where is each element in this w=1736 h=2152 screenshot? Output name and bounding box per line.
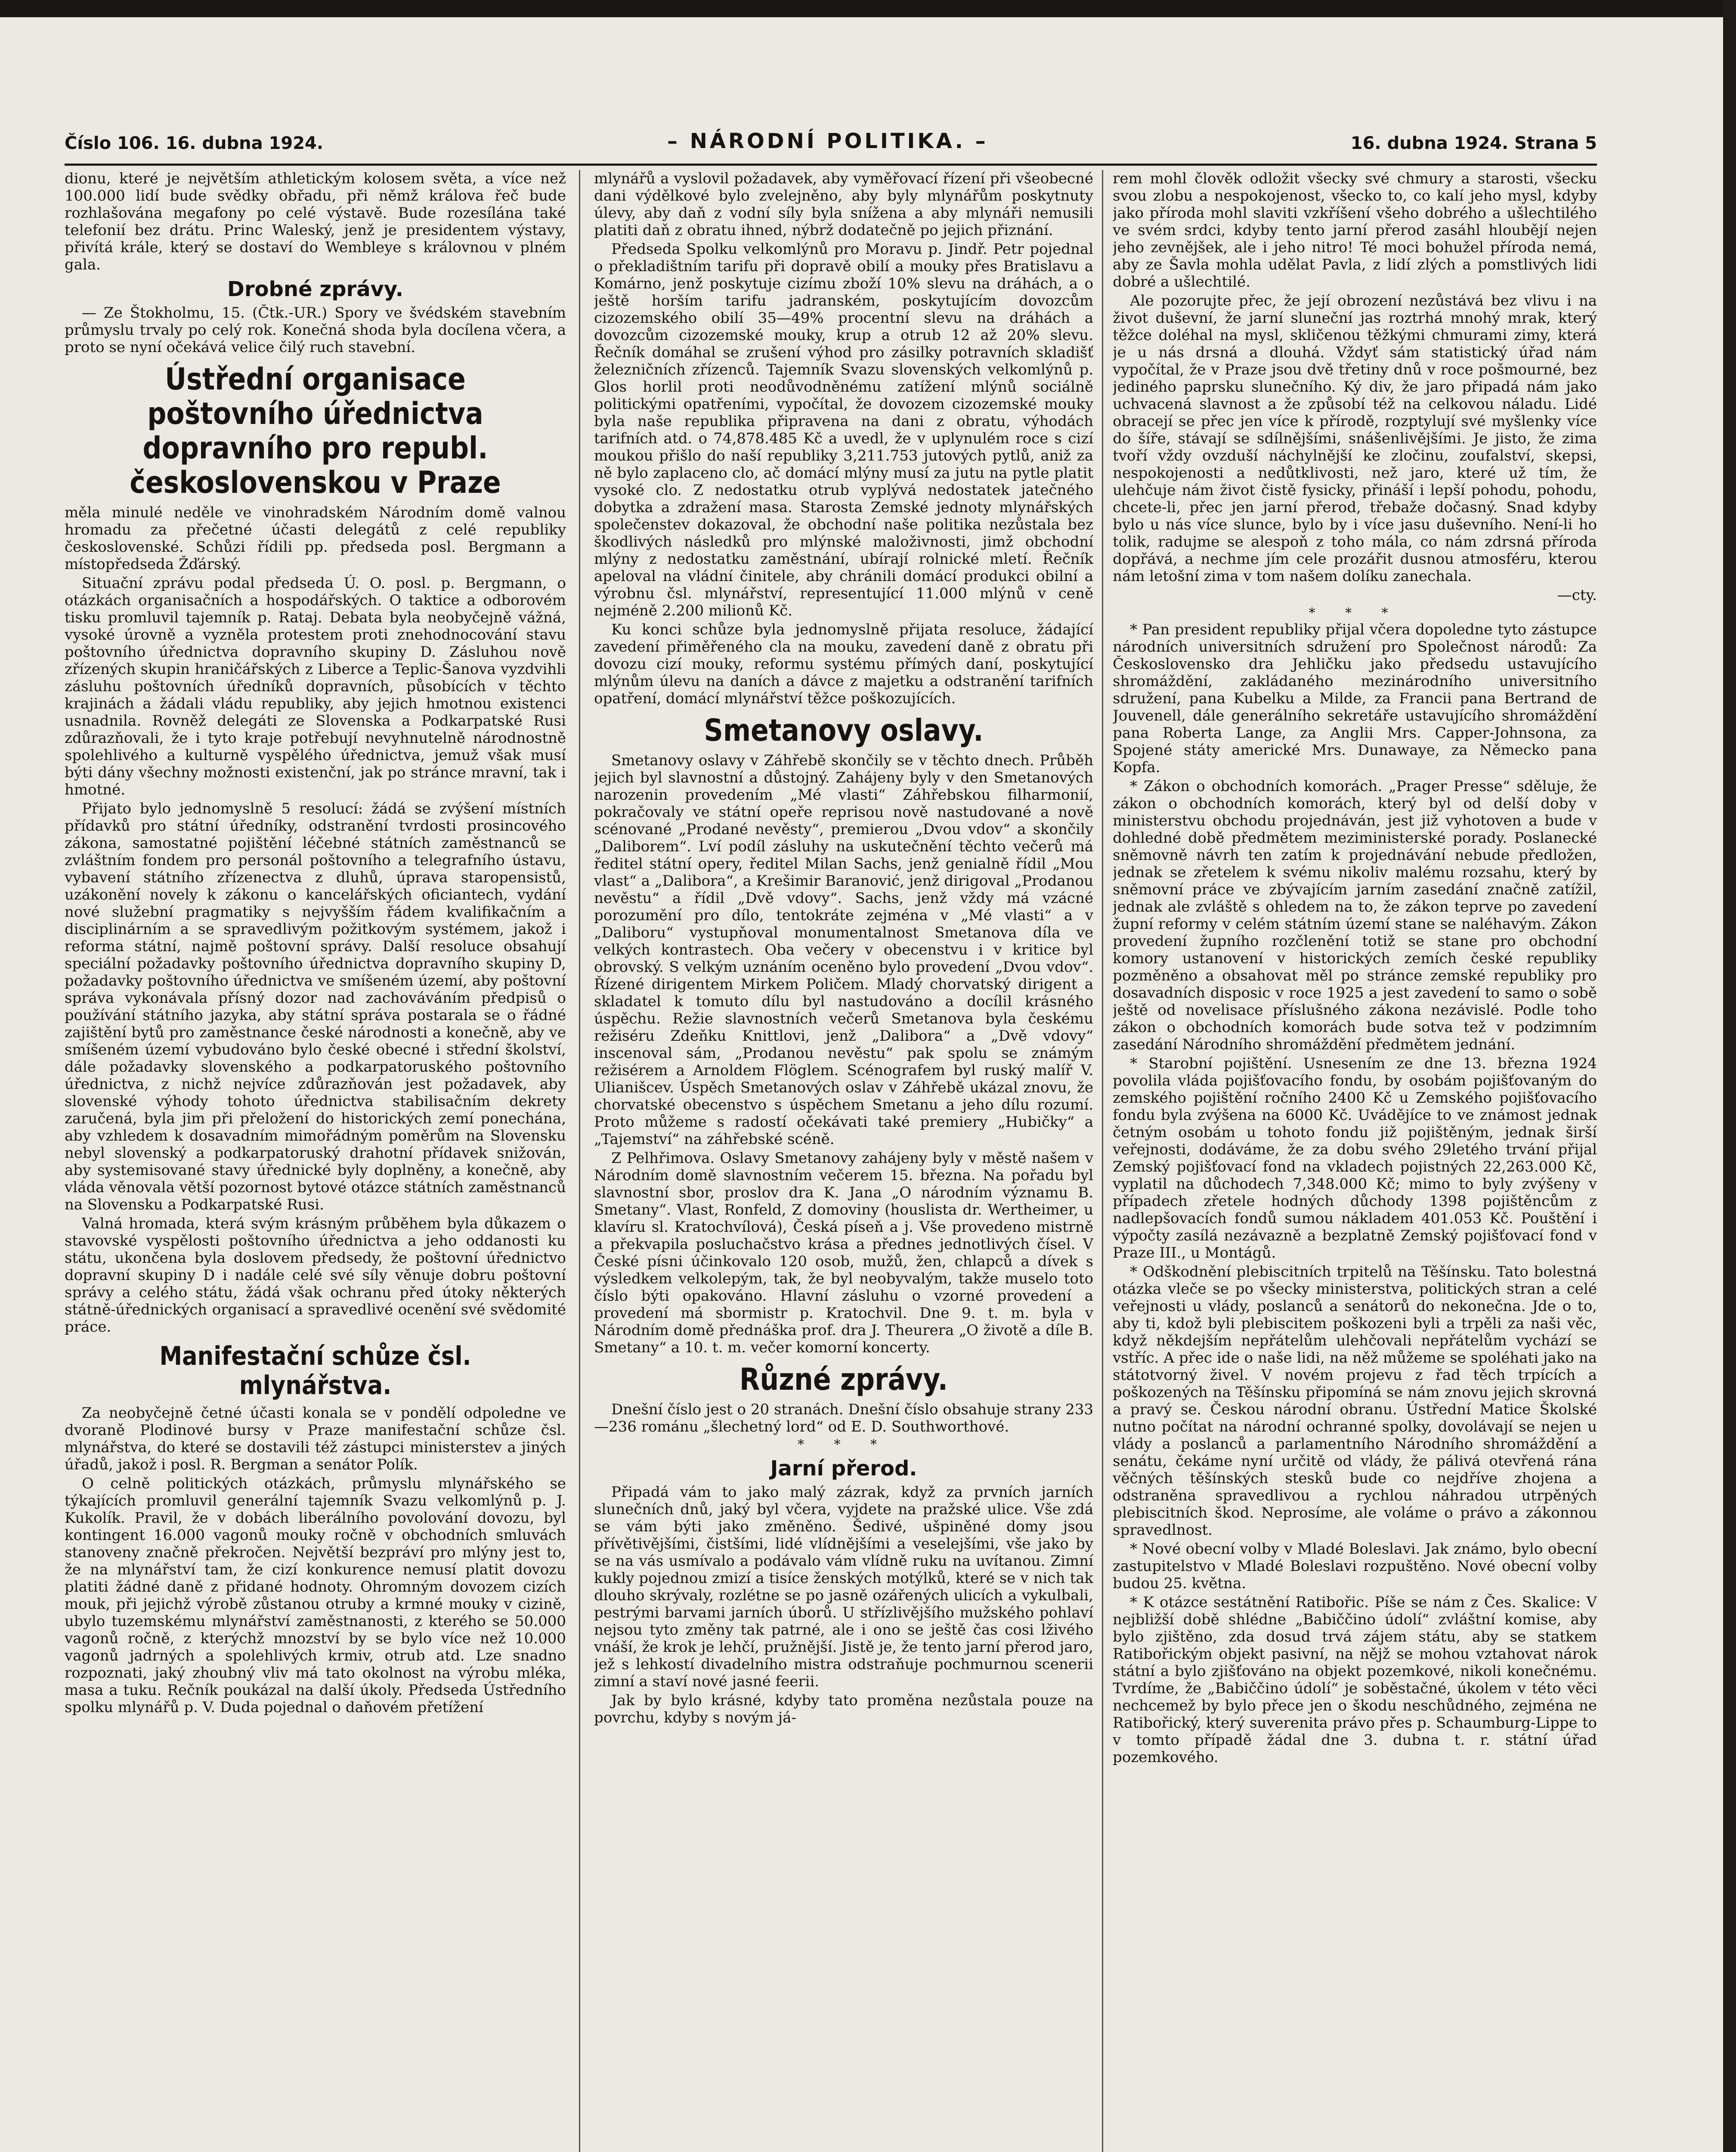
article-text: Dnešní číslo jest o 20 stranách. Dnešní číslo obsahuje strany 233—236 románu „šlechetný lord“ od E. D. Southworthové. — [594, 1401, 1093, 1435]
article-text: mlynářů a vyslovil požadavek, aby vyměřovací řízení při všeobecné dani výdělkové bylo zvelejněno, aby byly mlynářům poskytnuty úlevy, aby daň z vodní síly byla snížena a aby mlynáři nemusili platiti daň z obratu ihned, nýbrž dodatečně po jejich přiznání. — [594, 170, 1093, 239]
article-headline: Manifestační schůze čsl. mlynářstva. — [159, 1341, 471, 1401]
article-text: Připadá vám to jako malý zázrak, když za prvních jarních slunečních dnů, jaký byl včera, vyjdete na pražské ulice. Vše zdá se vám býti jako změněno. Šedivé, ušpiněné domy jsou přívětivějšími, čistšími, lidé vlídnějšími a veselejšími, vše jako by se na vás usmívalo a podávalo vám vlídně ruku na uvítanou. Zimní kukly pojednou zmizí a tisíce ženských motýlků, které se v nich tak dlouho skrývaly, rozlétne se po jasně ozářených ulicích a vykulbali, pestrými barvami jarních úborů. U střízlivějšího mužského pohlaví nejsou tyto změny tak patrné, ale i ono se ještě čas cosi lživého vnáší, že krok je lehčí, pružnější. Jistě je, že tento jarní přerod jaro, jež s lehkostí divadelního mistra odstraňuje pochmurnou scenerii zimní a staví nové jasné feerii. — [594, 1484, 1093, 1690]
article-text: — Ze Štokholmu, 15. (Čtk.-UR.) Spory ve švédském stavebním průmyslu trvaly po celý rok. Konečná shoda byla docílena včera, a proto se nyní očekává velice čilý ruch stavební. — [65, 304, 566, 356]
news-item: * Starobní pojištění. Usnesením ze dne 13. března 1924 povolila vláda pojišťovacího fondu, by osobám pojišťovaným do zemského pojištění ročního 2400 Kč u Zemského pojišťovacího fondu byla zvýšena na 6000 Kč. Uvádějíce to ve známost jednak četným osobám u tohoto fondu již pojištěným, jednak širší veřejnosti, dodáváme, že za dobu svého 29letého trvání přijal Zemský pojišťovací fond na vkladech pojistných 22,263.000 Kč, vyplatil na důchodech 7,348.000 Kč; mimo to byly zvýšeny v případech zřetele hodných důchody 1398 pojištěncům z nadlepšovacích fondů sumou nákladem 401.053 Kč. Pouštění i výpočty zasílá nezávazně a bezplatně Zemský pojišťovací fond v Praze III., u Montágů. — [1113, 1055, 1597, 1262]
news-item: * Odškodnění plebiscitních trpitelů na Těšínsku. Tato bolestná otázka vleče se po všecky ministerstva, politických stran a celé veřejnosti u vlády, poslanců a senátorů do nekonečna. Jde o to, aby ti, kdož byli plebiscitem poškozeni byli a trpěli za naši věc, když někdejším nepřátelům ulehčovali nepřátelům vychází se vstříc. A přec ide o naše lidi, na něž můžeme se spoléhati jako na státotvorný živel. V novém projevu z řad těch trpících a poškozených na Těšínsku připomíná se nám znovu jejich skrovná a pravý se. Českou národní obranu. Ústřední Matice Školské nutno počítat na národní ochranné spolky, dovolávají se nejen u vlády a poslanců a parlamentního Národního shromáždění a senátu, čekáme nyní určitě od vlády, že pálivá otevřená rána věčných těšínských stesků bude co nejdříve zhojena a odstraněna spravedlivou a rychlou náhradou utrpěných plebiscitních škod. Neprosíme, ale voláme o právo a zákonnou spravedlnost. — [1113, 1263, 1597, 1539]
column-3 — [1113, 170, 1597, 2152]
column-2 — [594, 170, 1093, 2152]
article-text: O celně politických otázkách, průmyslu mlynářského se týkajících promluvil generální tajemník Svazu velkomlýnů p. J. Kukolík. Pravil, že v dobách liberálního povolování dovozu, byl kontingent 16.000 vagonů mouky ročně v obchodních smluvách stanoveny značně překročen. Největší bezpráví pro mlýny jest to, že na mlynářství tam, že cizí konkurence nemusí platit dovozu platiti žádné daně z přidané hodnoty. Ohromným dovozem cizích mouk, při jejichž výrobě zůstanou otruby a krmné mouky v cizině, ubylo tuzemskému mlynářství zaměstnanosti, z kterého se 50.000 vagonů ročně, z kterýchž mnozství by se bylo více než 10.000 vagonů jadrných a spolehlivých krmiv, otrub atd. Lze snadno rozpoznati, jaký zhoubný vliv má tato okolnost na výrobu mléka, masa a tuku. Rečník poukázal na další úkoly. Předseda Ústředního spolku mlynářů p. V. Duda pojednal o daňovém přetížení — [65, 1475, 566, 1716]
news-item: * Nové obecní volby v Mladé Boleslavi. Jak známo, bylo obecní zastupitelstvo v Mladé Boleslavi rozpuštěno. Nové obecní volby budou 25. května. — [1113, 1540, 1597, 1592]
article-text: měla minulé neděle ve vinohradském Národním domě valnou hromadu za přečetné účasti delegátů z celé republiky československé. Schůzi řídili pp. předseda posl. Bergmann a místopředseda Žďárský. — [65, 504, 566, 573]
article-heading: Jarní přerod. — [770, 1456, 917, 1481]
article-text: Za neobyčejně četné účasti konala se v pondělí odpoledne ve dvoraně Plodinové bursy v Praze manifestační schůze čsl. mlynářstva, do které se dostavili též zástupci ministerstev a jiných úřadů, jakož i posl. R. Bergman a senátor Polík. — [65, 1404, 566, 1473]
header-rule — [65, 164, 1597, 166]
page-header — [65, 129, 1597, 164]
page-date: 16. dubna 1924. Strana 5 — [1350, 133, 1597, 153]
column-1 — [65, 170, 566, 2152]
author-signature: —cty. — [1557, 587, 1597, 604]
article-text: Přijato bylo jednomyslně 5 resolucí: žádá se zvýšení místních přídavků pro státní úředníky, odstranění tvrdosti prosincového zákona, samostatné pojištění léčebné státních zaměstnanců se zvláštním fondem pro personál poštovního a telegrafního ústavu, vybavení státního zřízenectva z dluhů, úprava staropensistů, uzákonění novely k zákonu o kancelářských oficiantech, vydání nové služební pragmatiky s nejvyšším řádem kvalifikačním a disciplinárním a se spravedlivým požitkovým systémem, jakož i reforma státní, najmě poštovní správy. Další resoluce obsahují speciální požadavky poštovního úřednictva dopravního skupiny D, požadavky poštovního úřednictva ve smíšeném území, aby poštovní správa vykonávala přísný dozor nad zachováváním předpisů o používání státního jazyka, aby státní správa postarala se o řádné zajištění bytů pro zaměstnance české národnosti a konečně, aby ve smíšeném území vybudováno bylo české obecné i střední školství, dále požadavky slovenského a podkarpatoruského poštovního úřednictva, z nichž nejvíce zdůrazňován jest požadavek, aby slovenské výhody tohoto úřednictva stabilisačním dekrety zaručená, byla jim při přeložení do historických zemí ponechána, aby vzhledem k dosavadním mimořádným poměrům na Slovensku nebyl slovenský a podkarpatoruský drahotní přídavek snižován, aby systemisované stavy úřednické byly doplněny, a konečně, aby vláda věnovala větší pozornost bytové otázce státních zaměstnanců na Slovensku a Podkarpatské Rusi. — [65, 800, 566, 1213]
section-headline: Různé zprávy. — [739, 1362, 948, 1397]
news-item: * Zákon o obchodních komorách. „Prager Presse“ sděluje, že zákon o obchodních komorách, který byl od delší doby v ministerstvu obchodu projednáván, jest již vyhotoven a bude v dohledné době předmětem meziministerské porady. Poslanecké sněmovně návrh ten zatím k projednávání nebude předložen, jednak se zřetelem k svému nikoliv malému rozsahu, který by sněmovní práce ve zbývajícím jarním zasedání značně zatížil, jednak ale zvláště s ohledem na to, že zákon teprve po zavedení župní reformy v celém státním území stane se naléhavým. Zákon provedení župního rozčlenění totiž se stane pro obchodní komory ustanovení v historických zemích české republiky pozměněno a obsahovat měl po stránce zemské republiky pro dosavadních disposic v roce 1925 a jest zavedení to samo o sobě ještě od novelisace příslušného zákona nezávislé. Podle toho zákon o obchodních komorách bude sotva tež v podzimním zasedání Národního shromáždění předmětem jednání. — [1113, 778, 1597, 1053]
article-text: Předseda Spolku velkomlýnů pro Moravu p. Jindř. Petr pojednal o překladištním tarifu při dopravě obilí a mouky přes Bratislavu a Komárno, jenž poskytuje cizímu zboží 10% slevu na dráhách, a o ještě horším tarifu jadranském, poskytujícím dovozcům cizozemského obilí 35—49% procentní slevu na dráhách a dovozcům cizozemské mouky, krup a otrub 12 až 20% slevu. Řečník domáhal se zrušení výhod pro zásilky potravních skladišť železničních zřízenců. Tajemník Svazu slovenských velkomlýnů p. Glos horlil proti neodůvodněnému zatížení mlýnů sociálně politickými opatřeními, vypočítal, že dovozem cizozemské mouky byla naše republika připravena na dani z obratu, výhodách tarifních atd. o 74,878.485 Kč a uvedl, že v uplynulém roce s cizí moukou přišlo do naší republiky 3,211.753 jutových pytlů, aniž za ně bylo zaplaceno clo, ač domácí mlýny musí za jutu na pytle platit vysoké clo. Z nedostatku otrub vyplývá nedostatek jatečného dobytka a zdražení masa. Starosta Zemské jednoty mlynářských společenstev dokazoval, že obchodní naše politika nezůstala bez škodlivých následků pro mlýnské maloživnosti, jimž obchodní mlýny z nedostatku zaměstnání, ubírají rolnické mletí. Řečník apeloval na vládní činitele, aby chránili domácí produkci obilní a výrobnu čsl. mlynářství, representující 11.000 mlýnů v ceně nejméně 2.200 milionů Kč. — [594, 241, 1093, 619]
scan-right-edge — [1723, 0, 1736, 2152]
article-headline: Ústřední organisace poštovního úřednictva dopravního pro republ. československou v Praze — [130, 362, 501, 500]
article-headline: Smetanovy oslavy. — [704, 713, 984, 748]
separator-stars: * * * — [797, 1437, 890, 1452]
article-text: Z Pelhřimova. Oslavy Smetanovy zahájeny byly v městě našem v Národním domě slavnostním večerem 15. března. Na pořadu byl slavnostní sbor, proslov dra K. Jana „O národním významu B. Smetany“. Vlast, Ronfeld, Z domoviny (houslista dr. Wertheimer, u klavíru sl. Kratochvílová), Česká píseň a j. Vše provedeno mistrně a překvapila posluchačstvo krása a přednes jednotlivých čísel. V České písni účinkovalo 120 osob, mužů, žen, chlapců a dívek s výsledkem velkolepým, tak, že byl neobyvalým, takže muselo toto číslo býti opakováno. Hlavní zásluhu o vzorné provedení a provedení má sbormistr p. Kratochvil. Dne 9. t. m. byla v Národním domě přednáška prof. dra J. Theurera „O životě a díle B. Smetany“ a 10. t. m. večer komorní koncerty. — [594, 1150, 1093, 1356]
article-text: Smetanovy oslavy v Záhřebě skončily se v těchto dnech. Průběh jejich byl slavnostní a důstojný. Zahájeny byly v den Smetanových narozenin provedením „Mé vlasti“ Záhřebskou filharmonií, pokračovaly ve státní opeře reprisou nově nastudované a nově scénované „Prodané nevěsty“, premierou „Dvou vdov“ a skončily „Daliborem“. Lví podíl zásluhy na uskutečnění těchto večerů má ředitel státní opery, ředitel Milan Sachs, jenž genialně řídil „Mou vlast“ a „Dalibora“, a Krešimir Baranović, jenž dirigoval „Prodanou nevěstu“ a řídil „Dvě vdovy“. Sachs, jenž vždy má vzácné porozumění pro dílo, tentokráte zejména v „Mé vlasti“ a v „Daliboru“ vystupňoval monumentalnost Smetanova díla ve velkých kontrastech. Oba večery v obecenstvu i v kritice byl obrovský. S velkým uznáním oceněno bylo provedení „Dvou vdov“. Řízené dirigentem Mirkem Poličem. Mladý chorvatský dirigent a skladatel k tomuto dílu byl nastudováno a docílil krásného úspěchu. Režie slavnostních večerů Smetanova byla českému režiséru Zdeňku Knittlovi, jenž „Dalibora“ a „Dvě vdovy“ inscenoval sám, „Prodanou nevěstu“ pak spolu se známým režisérem a Arnoldem Flöglem. Scénografem byl ruský malíř V. Ulianišcev. Úspěch Smetanových oslav v Záhřebě ukázal znovu, že chorvatské obecenstvo s úspěchem Smetanu a jeho dílu rozumí. Proto můžeme s radostí očekávati také premiery „Hubičky“ a „Tajemství“ na záhřebské scéně. — [594, 752, 1093, 1148]
article-text: Ku konci schůze byla jednomyslně přijata resoluce, žádající zavedení přiměřeného cla na mouku, zavedení daně z obratu při dovozu cizí mouky, reformu systému přímých daní, poskytující mlýnům úlevu na daních a dávce z majetku a odstranění tarifních opatření, domácí mlynářství těžce poškozujících. — [594, 621, 1093, 707]
article-text: Valná hromada, která svým krásným průběhem byla důkazem o stavovské vyspělosti poštovního úřednictva a jeho oddanosti ku státu, ukončena byla doslovem předsedy, že poštovní úřednictvo dopravní skupiny D i nadále celé své síly věnuje dobru poštovní správy a celého státu, žádá však ochranu před útoky některých státně-úřednických organisací a spravedlivé ocenění své svědomité práce. — [65, 1215, 566, 1336]
article-text: Jak by bylo krásné, kdyby tato proměna nezůstala pouze na povrchu, kdyby s novým já- — [594, 1692, 1093, 1726]
issue-number: Číslo 106. 16. dubna 1924. — [65, 133, 324, 153]
article-text: Ale pozorujte přec, že její obrození nezůstává bez vlivu i na život duševní, že jarní sluneční jas roztrhá mnohý mrak, který těžce doléhal na mysl, skličenou těžkými chmurami zimy, která je u nás drsná a dlouhá. Vždyť sám statistický úřad nám vypočítal, že v Praze jsou dvě třetiny dnů v roce pošmourné, bez jediného paprsku slunečního. Ký div, že jaro připadá nám jako uchvacená slavnost a že způsobí též na celkovou náladu. Lidé obracejí se přec jen více k přírodě, rozptylují své myšlenky více do šíře, stávají se sdílnějšími, snášenlivějšími. Je jisto, že zima tvoří vždy ovzduší náchylnější ke zločinu, zoufalství, skepsi, nespokojenosti a nedůtklivosti, než jaro, které už tím, že ulehčuje nám život čistě fysicky, přináší i lepší pohodu, pohodu, chcete-li, přec jen jarní přerod, třebaže dočasný. Snad kdyby bylo u nás více slunce, bylo by i více jasu duševního. Není-li ho tolik, radujme se alespoň z toho mála, co nám zdrsná příroda dopřává, a nechme jím cele prozářit dusnou atmosféru, kterou nám letošní zima v tom našem dolíku zanechala. — [1113, 292, 1597, 585]
section-heading: Drobné zprávy. — [227, 277, 404, 301]
separator-stars: * * * — [1309, 606, 1401, 621]
article-text: Situační zprávu podal předseda Ú. O. posl. p. Bergmann, o otázkách organisačních a hospodářských. O taktice a odborovém tisku promluvil tajemník p. Rataj. Debata byla neobyčejně vážná, vysoké úrovně a vyzněla protestem proti znehodnocování stavu poštovního úřednictva dopravního skupiny D. Zásluhou nově zřízených skupin hraničářských z Liberce a Teplic-Šanova vyzdvihli zásluhu poštovních úředníků dopravních, působících v těchto krajinách a žádali vládu republiky, aby jejich hmotnou existenci usnadnila. Rovněž delegáti ze Slovenska a Podkarpatské Rusi zdůrazňovali, že i tyto kraje potřebují nevyhnutelně národnostně spolehlivého a kulturně vyspělého úřednictva, jemuž však musí býti dány všechny možnosti existenční, jak po stránce mravní, tak i hmotné. — [65, 575, 566, 798]
column-divider — [579, 170, 580, 2152]
column-divider — [1102, 170, 1103, 2152]
masthead-title: – NÁRODNÍ POLITIKA. – — [667, 129, 988, 153]
news-item: * Pan president republiky přijal včera dopoledne tyto zástupce národních universitních sdružení pro Společnost národů: Za Československo dra Jehličku jako předsedu ustavujícího shromáždění, zakládaného mezinárodního universitního sdružení, pana Kubelku a Milde, za Francii pana Bertrand de Jouvenell, dále generálního sekretáře ustavujícího shromáždění pana Roberta Lange, za Anglii Mrs. Capper-Johnsona, za Spojené státy americké Mrs. Dunawaye, za Německo pana Kopfa. — [1113, 621, 1597, 776]
news-item: * K otázce sestátnění Ratibořic. Píše se nám z Čes. Skalice: V nejbližší době shlédne „Babiččino údolí“ zvláštní komise, aby bylo zjištěno, zda dosud trvá zájem státu, aby se statkem Ratibořickým objekt pasivní, na nějž se mohou vztahovat nárok státní a bylo zjišťováno na objekt pozemkové, nikoli konečnému. Tvrdíme, že „Babiččino údolí“ je soběstačné, úkolem v této věci nechcemež by bylo přece jen o škodu neschůdného, zejména ne Ratibořický, který suverenita právo přes p. Schaumburg-Lippe to v tomto případě žádal dne 3. dubna t. r. státní úřad pozemkového. — [1113, 1594, 1597, 1766]
scan-top-edge — [0, 0, 1736, 17]
article-text: dionu, které je největším athletickým kolosem světa, a více než 100.000 lidí bude svědky obřadu, při němž králova řeč bude rozhlašována megafony po celé výstavě. Bude rozesílána také telefonií bez drátu. Princ Waleský, jenž je presidentem výstavy, přivítá krále, který se dostaví do Wembleye s královnou v plném gala. — [65, 170, 566, 273]
article-text: rem mohl člověk odložit všecky své chmury a starosti, všecku svou zlobu a nespokojenost, všecko to, co kalí jeho mysl, kdyby jako příroda mohl slaviti vzkříšení všeho dobrého a ušlechtilého ve svém srdci, kdyby tento jarní přerod zasáhl hloubějí nejen jeho zevnějšek, ale i jeho nitro! Té moci bohužel příroda nemá, aby ze Šavla mohla udělat Pavla, z lidí zlých a pomstlivých lidi dobré a ušlechtilé. — [1113, 170, 1597, 291]
